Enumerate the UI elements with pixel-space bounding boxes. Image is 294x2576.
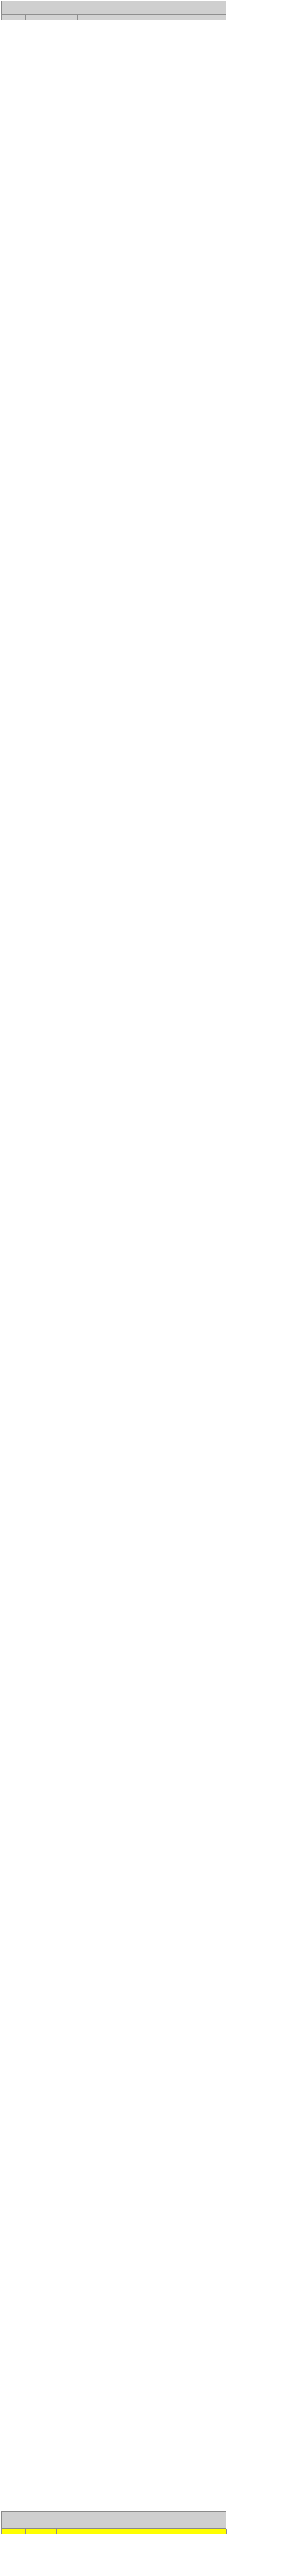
header-rnec-2 xyxy=(90,2529,131,2534)
header-protocolo xyxy=(26,2529,57,2534)
header-estado xyxy=(116,15,226,20)
section-title xyxy=(1,1,226,14)
trials-table xyxy=(1,14,226,20)
header-rnec xyxy=(77,15,116,20)
other-studies-table xyxy=(1,2529,227,2534)
header-ceic xyxy=(2,15,26,20)
header-estado-2 xyxy=(131,2529,227,2534)
table-header-row xyxy=(2,15,226,20)
header-eudract-2 xyxy=(57,2529,90,2534)
other-studies-header-row xyxy=(2,2529,227,2534)
header-eudract xyxy=(26,15,78,20)
other-studies-legend xyxy=(1,2511,226,2529)
header-ceic-2 xyxy=(2,2529,26,2534)
